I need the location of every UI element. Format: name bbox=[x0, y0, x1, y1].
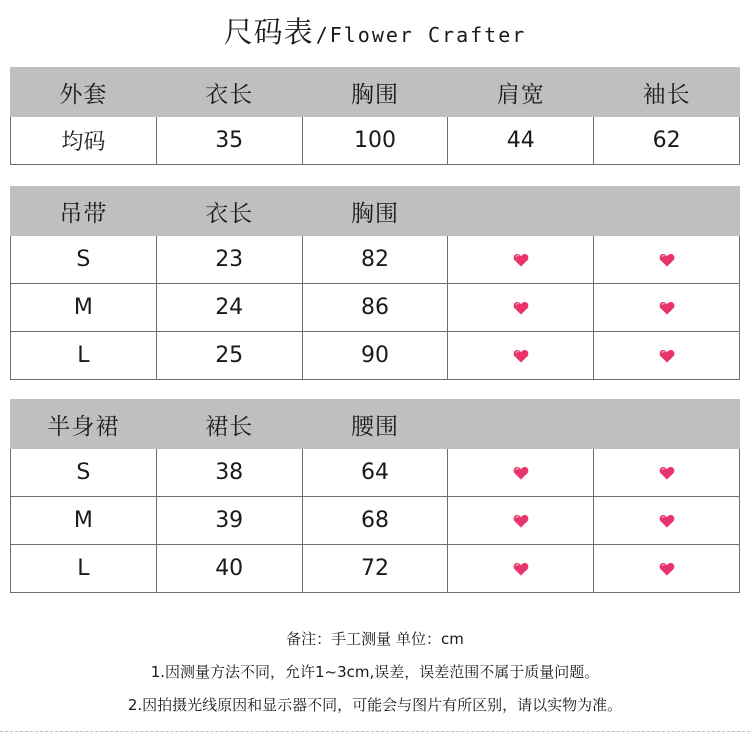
table-row bbox=[11, 284, 740, 332]
table-header bbox=[11, 400, 740, 449]
header-cell bbox=[448, 400, 594, 449]
table-cell: 23 bbox=[156, 236, 302, 284]
skirt-table bbox=[10, 399, 740, 593]
table-cell: 40 bbox=[156, 545, 302, 593]
table-cell: 86 bbox=[302, 284, 448, 332]
table-cell: L bbox=[11, 545, 157, 593]
heart-icon bbox=[513, 300, 529, 316]
table-cell: 均码 bbox=[11, 117, 157, 165]
table-header bbox=[11, 187, 740, 236]
table-cell: 82 bbox=[302, 236, 448, 284]
header-cell: 外套 bbox=[11, 68, 157, 117]
header-cell: 肩宽 bbox=[448, 68, 594, 117]
notes-remark: 备注：手工测量 单位：cm bbox=[286, 630, 464, 648]
header-cell: 衣长 bbox=[156, 68, 302, 117]
table-cell: 62 bbox=[594, 117, 740, 165]
heart-icon bbox=[513, 465, 529, 481]
header-cell bbox=[594, 187, 740, 236]
table-cell: 38 bbox=[156, 449, 302, 497]
title-en: /Flower Crafter bbox=[315, 23, 527, 47]
header-cell: 衣长 bbox=[156, 187, 302, 236]
heart-icon bbox=[659, 561, 675, 577]
table-cell: 35 bbox=[156, 117, 302, 165]
heart-icon bbox=[659, 348, 675, 364]
header-cell: 腰围 bbox=[302, 400, 448, 449]
header-cell: 吊带 bbox=[11, 187, 157, 236]
jacket-table bbox=[10, 67, 740, 165]
notes-line-1: 1.因测量方法不同，允许1~3cm,误差，误差范围不属于质量问题。 bbox=[150, 663, 600, 681]
heart-icon bbox=[513, 252, 529, 268]
camisole-table bbox=[10, 186, 740, 380]
table-cell: 64 bbox=[302, 449, 448, 497]
heart-icon bbox=[659, 300, 675, 316]
heart-icon bbox=[513, 561, 529, 577]
table-cell: M bbox=[11, 284, 157, 332]
table-cell: 72 bbox=[302, 545, 448, 593]
header-cell: 裙长 bbox=[156, 400, 302, 449]
table-cell: 44 bbox=[448, 117, 594, 165]
table-row bbox=[11, 449, 740, 497]
heart-icon bbox=[659, 252, 675, 268]
table-cell: 25 bbox=[156, 332, 302, 380]
header-cell bbox=[448, 187, 594, 236]
table-cell: 68 bbox=[302, 497, 448, 545]
table-row bbox=[11, 332, 740, 380]
heart-icon bbox=[659, 513, 675, 529]
table-cell: 24 bbox=[156, 284, 302, 332]
page-title bbox=[0, 10, 750, 54]
table-cell: M bbox=[11, 497, 157, 545]
header-cell bbox=[594, 400, 740, 449]
table-row bbox=[11, 545, 740, 593]
table-row bbox=[11, 497, 740, 545]
table-header bbox=[11, 68, 740, 117]
table-cell: S bbox=[11, 449, 157, 497]
table-cell: 39 bbox=[156, 497, 302, 545]
table-cell: 90 bbox=[302, 332, 448, 380]
header-cell: 袖长 bbox=[594, 68, 740, 117]
table-cell: L bbox=[11, 332, 157, 380]
header-cell: 胸围 bbox=[302, 187, 448, 236]
heart-icon bbox=[659, 465, 675, 481]
header-cell: 胸围 bbox=[302, 68, 448, 117]
header-cell: 半身裙 bbox=[11, 400, 157, 449]
divider bbox=[0, 731, 750, 732]
heart-icon bbox=[513, 348, 529, 364]
title-cn: 尺码表 bbox=[223, 15, 314, 49]
table-row bbox=[11, 117, 740, 165]
table-cell: S bbox=[11, 236, 157, 284]
table-row bbox=[11, 236, 740, 284]
table-cell: 100 bbox=[302, 117, 448, 165]
heart-icon bbox=[513, 513, 529, 529]
notes-line-2: 2.因拍摄光线原因和显示器不同，可能会与图片有所区别，请以实物为准。 bbox=[127, 696, 623, 714]
